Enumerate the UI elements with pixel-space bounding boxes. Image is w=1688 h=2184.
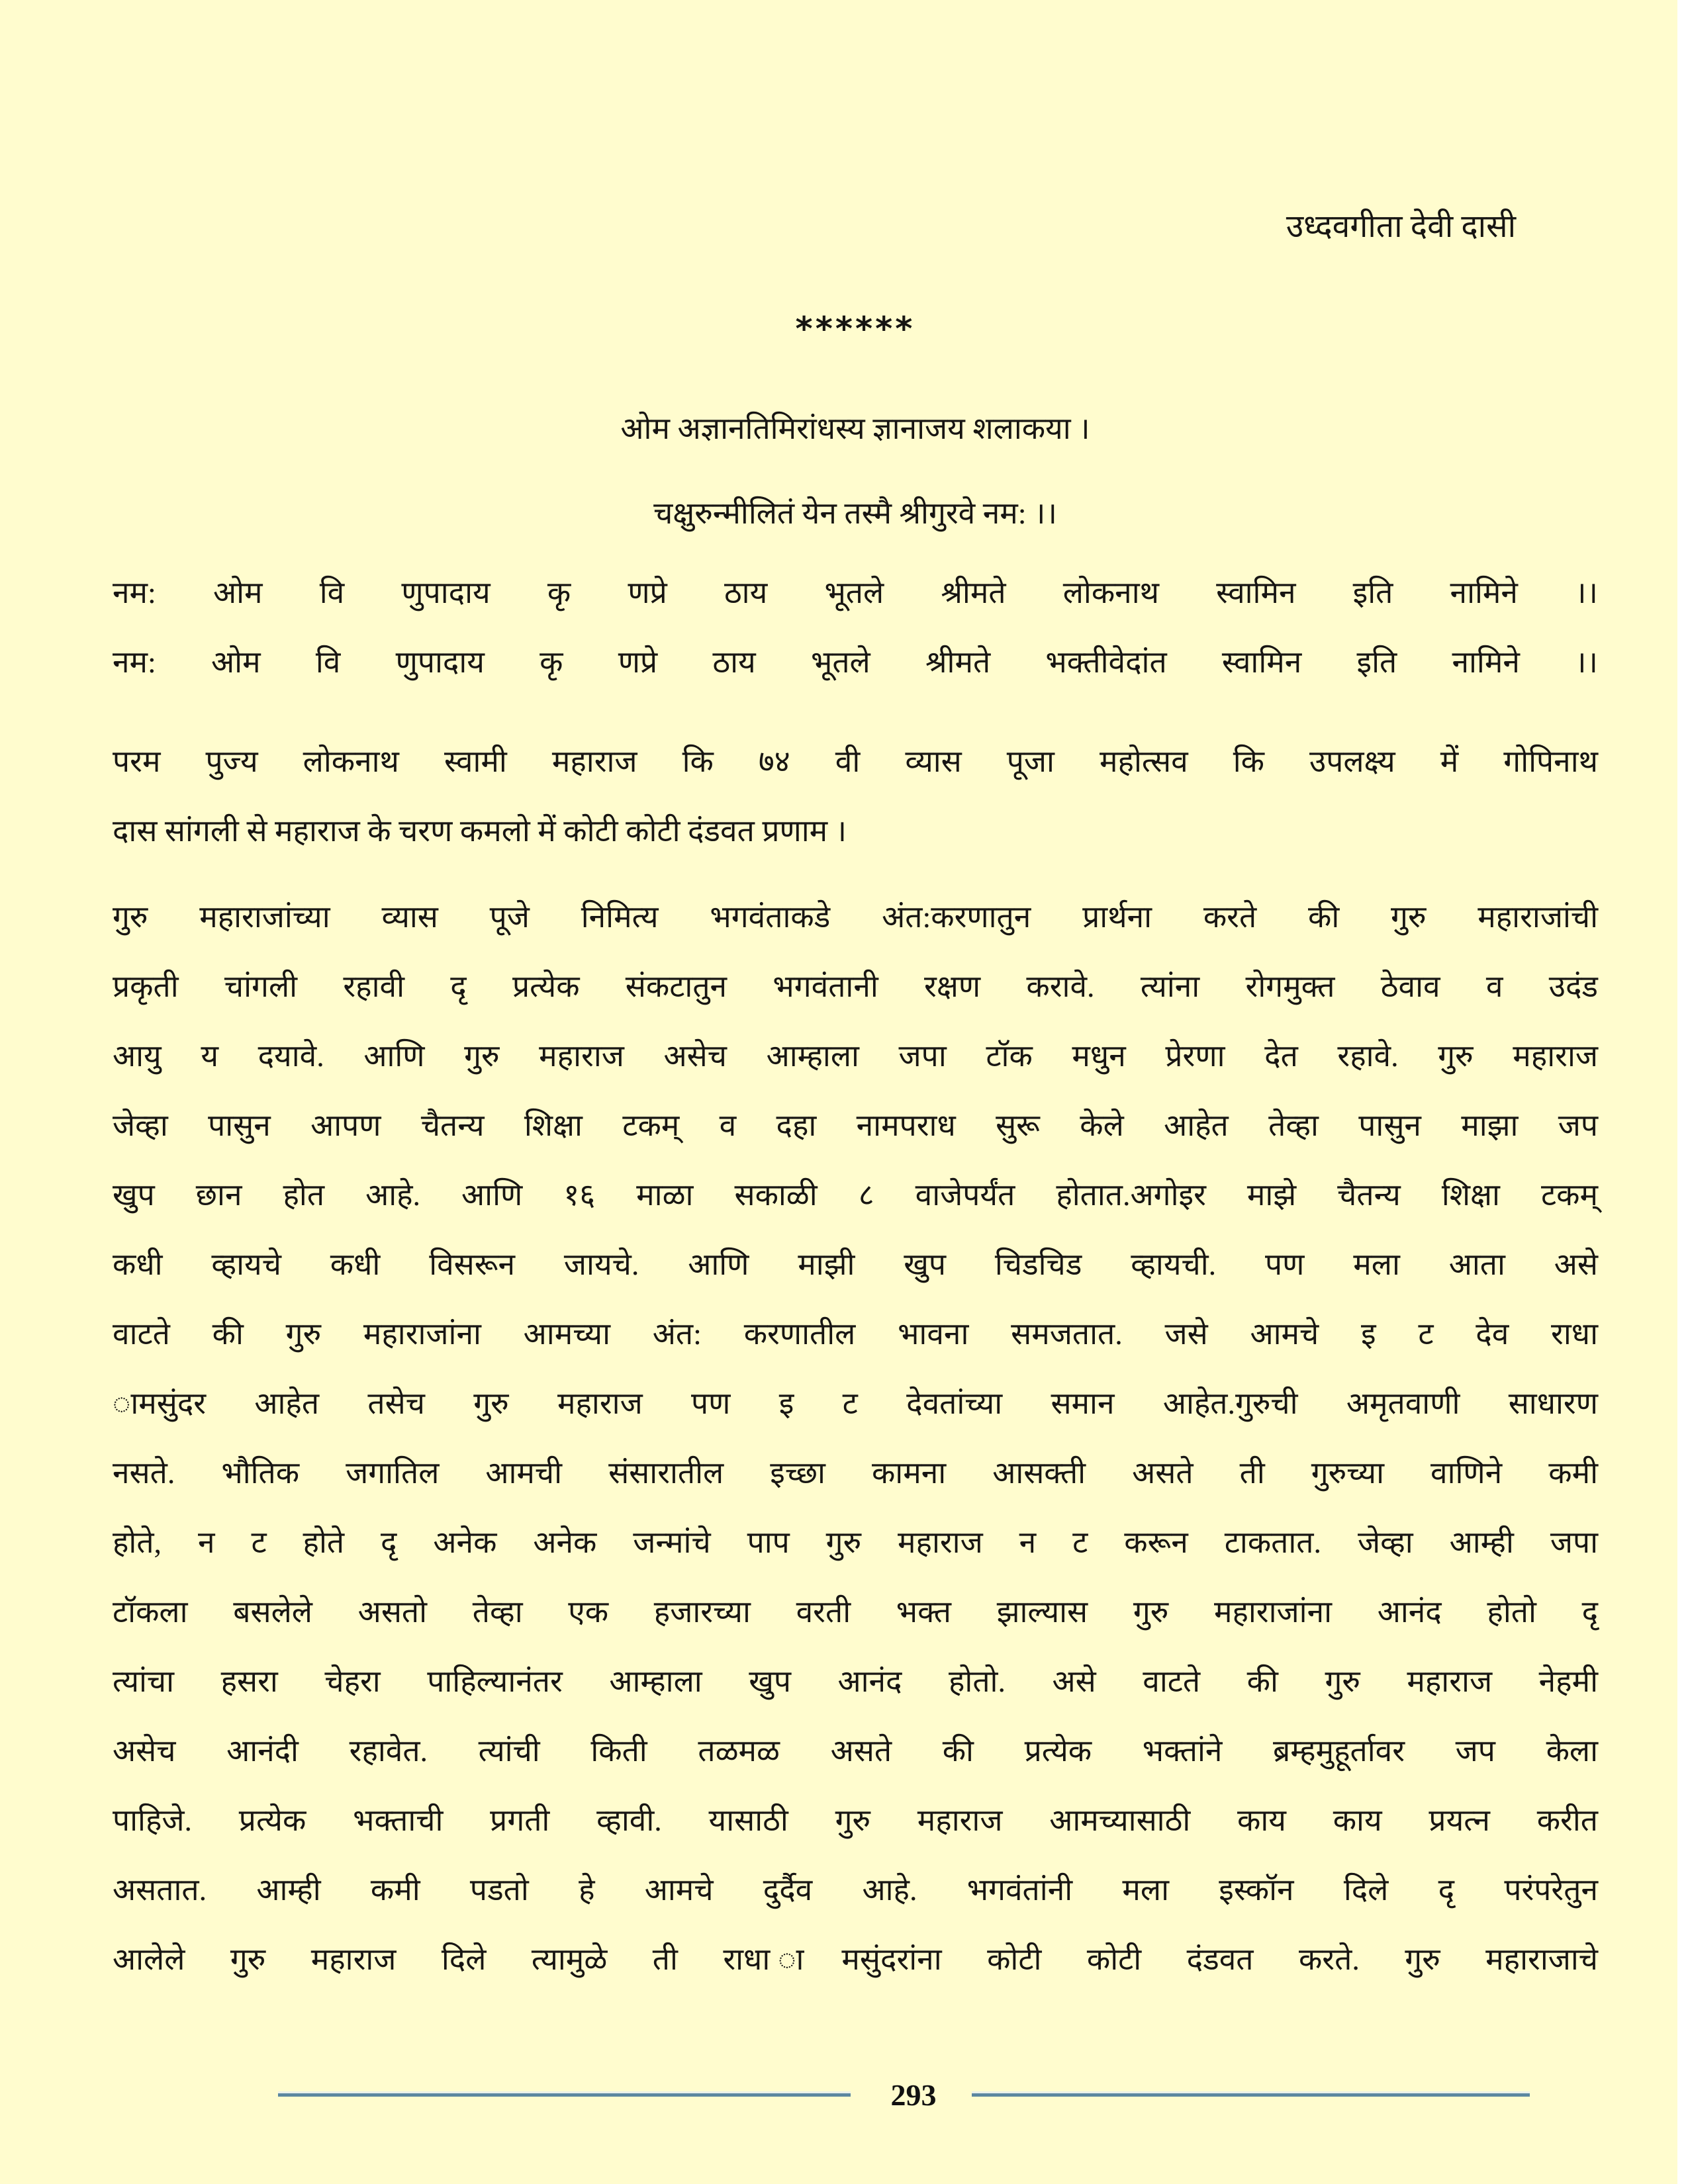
body-line: जेव्हा पासुन आपण चैतन्य शिक्षा टकम् व दहा नामपराध सुरू केले आहेत तेव्हा पासुन माझा जप (113, 1109, 1598, 1142)
pranam-line: नम: ओम वि णुपादाय कृ णप्रे ठाय भूतले श्रीमते लोकनाथ स्वामिन इति नामिने ।। (113, 576, 1598, 610)
page-edge (1677, 0, 1688, 2184)
salutation-line: दास सांगली से महाराज के चरण कमलो में कोटी कोटी दंडवत प्रणाम । (113, 814, 847, 848)
shloka-line: चक्षुरुन्मीलितं येन तस्मै श्रीगुरवे नम: ।। (653, 496, 1057, 530)
body-line: आलेले गुरु महाराज दिले त्यामुळे ती राधा ामसुंदरांना कोटी कोटी दंडवत करते. गुरु महाराजाचे (113, 1942, 1598, 1976)
body-line: असेच आनंदी रहावेत. त्यांची किती तळमळ असते की प्रत्येक भक्तांने ब्रम्हमुहूर्तावर जप केला (113, 1734, 1598, 1768)
header-author: उध्दवगीता देवी दासी (1286, 209, 1516, 244)
body-line: वाटते की गुरु महाराजांना आमच्या अंत: करणातील भावना समजतात. जसे आमचे इ ट देव राधा (113, 1317, 1598, 1351)
page-number: 293 (890, 2078, 937, 2112)
body-line: असतात. आम्ही कमी पडतो हे आमचे दुर्दैव आहे. भगवंतांनी मला इस्कॉन दिले दृ परंपरेतुन (113, 1873, 1598, 1907)
body-line: गुरु महाराजांच्या व्यास पूजे निमित्य भगवंताकडे अंत:करणातुन प्रार्थना करते की गुरु महाराजांची (113, 900, 1598, 934)
body-line: त्यांचा हसरा चेहरा पाहिल्यानंतर आम्हाला खुप आनंद होतो. असे वाटते की गुरु महाराज नेहमी (113, 1664, 1598, 1698)
body-line: कधी व्हायचे कधी विसरून जायचे. आणि माझी खुप चिडचिड व्हायची. पण मला आता असे (113, 1248, 1598, 1281)
salutation-line: परम पुज्य लोकनाथ स्वामी महाराज कि ७४ वी व्यास पूजा महोत्सव कि उपलक्ष्य में गोपिनाथ (113, 745, 1598, 778)
body-line: होते, न ट होते दृ अनेक अनेक जन्मांचे पाप गुरु महाराज न ट करून टाकतात. जेव्हा आम्ही जपा (113, 1525, 1598, 1559)
body-line: आयु य दयावे. आणि गुरु महाराज असेच आम्हाला जपा टॉक मधुन प्रेरणा देत रहावे. गुरु महाराज (113, 1039, 1598, 1073)
body-line: पाहिजे. प्रत्येक भक्ताची प्रगती व्हावी. यासाठी गुरु महाराज आमच्यासाठी काय काय प्रयत्न करीत (113, 1803, 1598, 1837)
shloka-line: ओम अज्ञानतिमिरांधस्य ज्ञानाजय शलाकया । (620, 412, 1090, 445)
pranam-line: नम: ओम वि णुपादाय कृ णप्रे ठाय भूतले श्रीमते भक्तीवेदांत स्वामिन इति नामिने ।। (113, 645, 1598, 679)
body-line: टॉकला बसलेले असतो तेव्हा एक हजारच्या वरती भक्त झाल्यास गुरु महाराजांना आनंद होतो दृ (113, 1595, 1598, 1629)
body-line: खुप छान होत आहे. आणि १६ माळा सकाळी ८ वाजेपर्यंत होतात.अगोइर माझे चैतन्य शिक्षा टकम् (113, 1178, 1598, 1212)
star-separator: ****** (795, 310, 915, 348)
body-line: ामसुंदर आहेत तसेच गुरु महाराज पण इ ट देवतांच्या समान आहेत.गुरुची अमृतवाणी साधारण (113, 1387, 1598, 1420)
body-line: प्रकृती चांगली रहावी दृ प्रत्येक संकटातुन भगवंतानी रक्षण करावे. त्यांना रोगमुक्त ठेवाव व उदंड (113, 970, 1598, 1003)
footer-rule-left (278, 2091, 851, 2097)
body-line: नसते. भौतिक जगातिल आमची संसारातील इच्छा कामना आसक्ती असते ती गुरुच्या वाणिने कमी (113, 1456, 1598, 1490)
footer-rule-right (972, 2091, 1530, 2097)
